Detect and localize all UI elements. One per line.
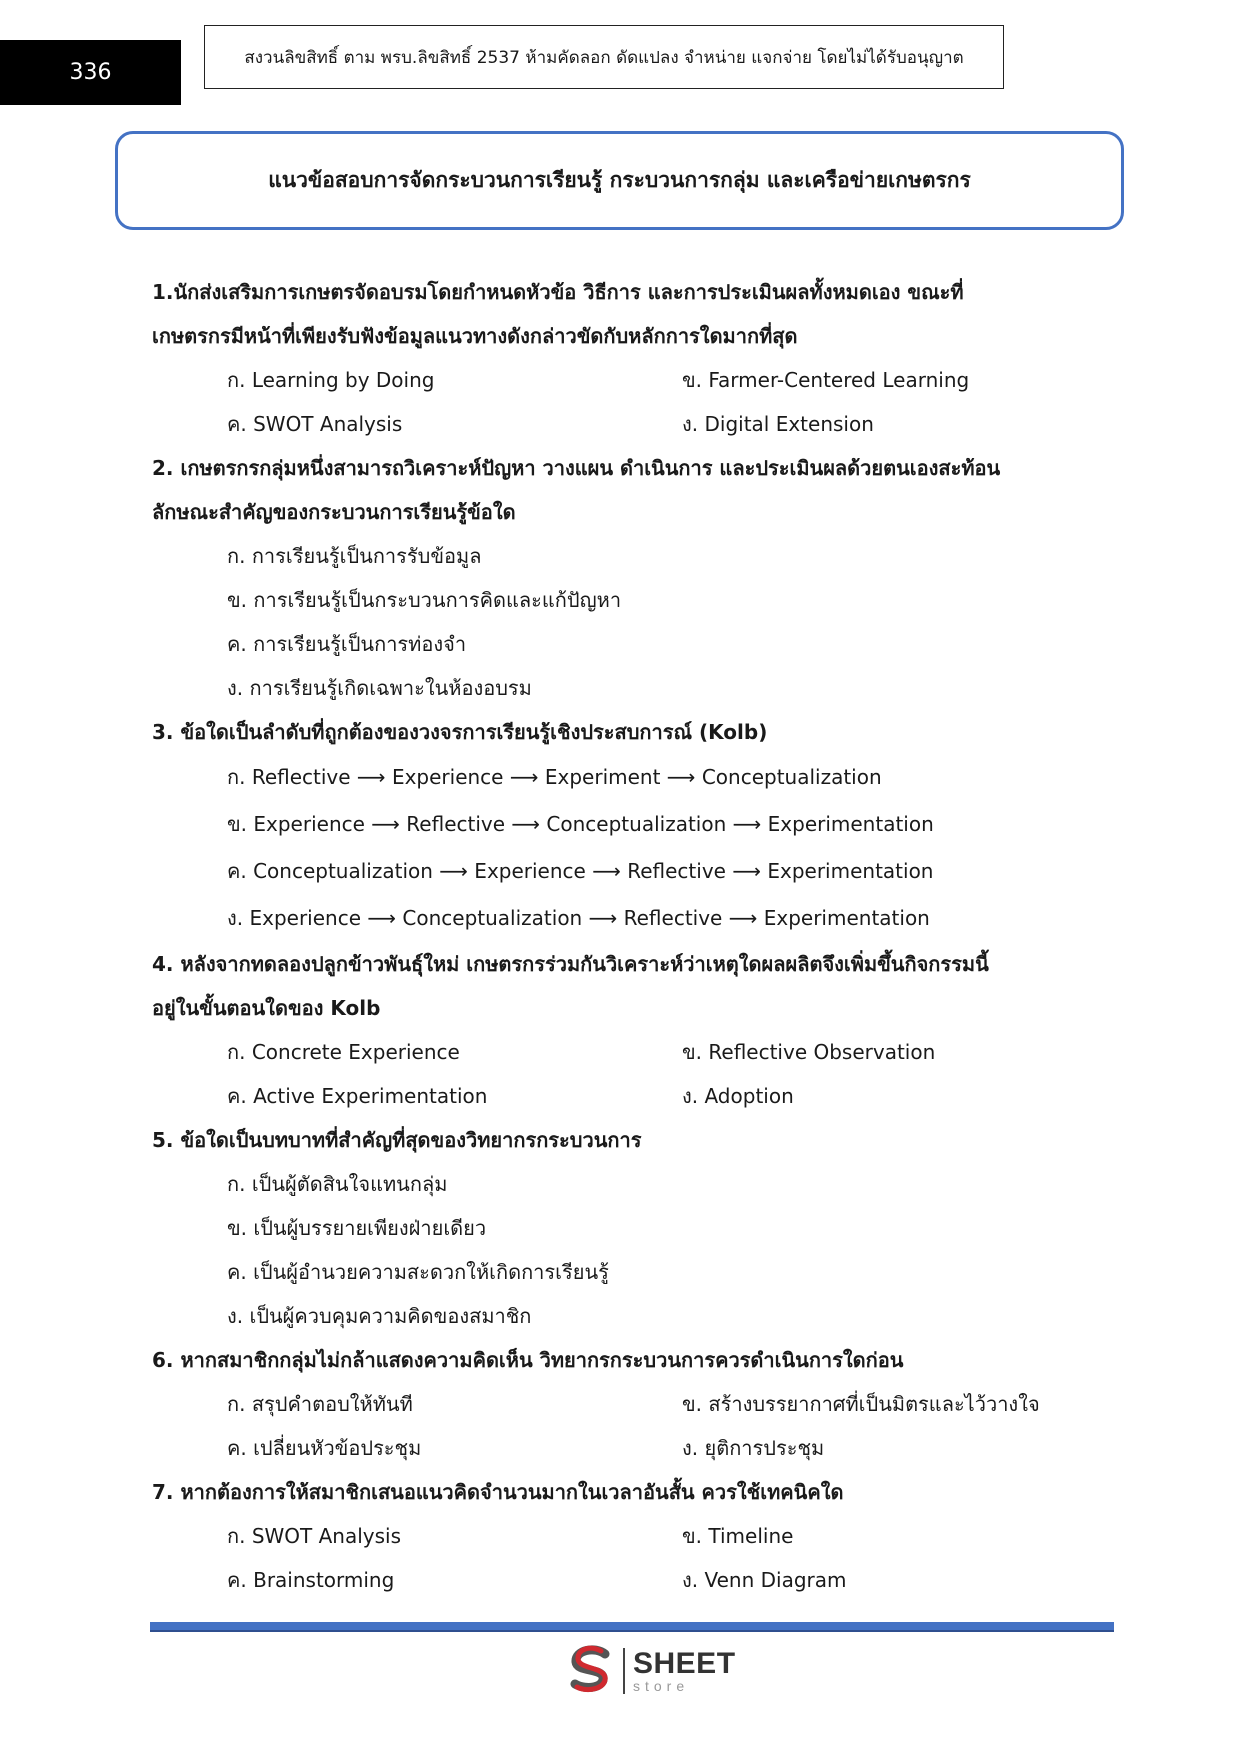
option-item: ก. Learning by Doing [227, 368, 435, 392]
logo-divider [623, 1648, 625, 1694]
option-item: ก. Reflective ⟶ Experience ⟶ Experiment ⟶ Conceptualization [227, 765, 882, 789]
option-item: ง. Experience ⟶ Conceptualization ⟶ Reflective ⟶ Experimentation [227, 906, 930, 930]
option-item: ข. Timeline [682, 1524, 794, 1548]
question-text: 6. หากสมาชิกกลุ่มไม่กล้าแสดงความคิดเห็น วิทยากรกระบวนการควรดำเนินการใดก่อน [152, 1348, 904, 1372]
option-item: ค. Conceptualization ⟶ Experience ⟶ Reflective ⟶ Experimentation [227, 859, 934, 883]
option-item: ก. SWOT Analysis [227, 1524, 402, 1548]
option-list [152, 1162, 1092, 1338]
logo-subtext: store [633, 1678, 690, 1694]
question-7 [152, 1470, 1092, 1602]
logo-wordmark: SHEET [633, 1647, 736, 1680]
question-text: 7. หากต้องการให้สมาชิกเสนอแนวคิดจำนวนมากในเวลาอันสั้น ควรใช้เทคนิคใด [152, 1480, 844, 1504]
option-item: ง. Venn Diagram [682, 1568, 847, 1592]
question-text: เกษตรกรมีหน้าที่เพียงรับฟังข้อมูลแนวทางดังกล่าวขัดกับหลักการใดมากที่สุด [152, 324, 798, 348]
section-title: แนวข้อสอบการจัดกระบวนการเรียนรู้ กระบวนการกลุ่ม และเครือข่ายเกษตรกร [268, 168, 971, 192]
option-item: ข. เป็นผู้บรรยายเพียงฝ่ายเดียว [227, 1216, 487, 1240]
option-list [152, 1514, 1092, 1602]
question-text: 2. เกษตรกรกลุ่มหนึ่งสามารถวิเคราะห์ปัญหา วางแผน ดำเนินการ และประเมินผลด้วยตนเองสะท้อน [152, 456, 1001, 480]
option-item: ค. SWOT Analysis [227, 412, 403, 436]
footer-divider [150, 1622, 1114, 1632]
option-item: ง. Adoption [682, 1084, 794, 1108]
question-1 [152, 270, 1092, 446]
option-item: ง. การเรียนรู้เกิดเฉพาะในห้องอบรม [227, 676, 532, 700]
question-text: 1.นักส่งเสริมการเกษตรจัดอบรมโดยกำหนดหัวข้อ วิธีการ และการประเมินผลทั้งหมดเอง ขณะที่ [152, 280, 964, 304]
question-3 [152, 710, 1092, 942]
option-item: ข. Experience ⟶ Reflective ⟶ Conceptualization ⟶ Experimentation [227, 812, 934, 836]
option-list [152, 1382, 1092, 1470]
option-item: ค. Active Experimentation [227, 1084, 488, 1108]
question-list [152, 270, 1092, 1602]
option-list [152, 1030, 1092, 1118]
option-item: ค. เป็นผู้อำนวยความสะดวกให้เกิดการเรียนรู้ [227, 1260, 609, 1284]
option-item: ง. Digital Extension [682, 412, 874, 436]
option-item: ก. สรุปคำตอบให้ทันที [227, 1392, 413, 1416]
option-item: ง. เป็นผู้ควบคุมความคิดของสมาชิก [227, 1304, 532, 1328]
option-item: ค. Brainstorming [227, 1568, 395, 1592]
page-number: 336 [69, 60, 112, 85]
option-item: ข. Reflective Observation [682, 1040, 936, 1064]
option-list [152, 534, 1092, 710]
logo-text [633, 1649, 736, 1693]
option-item: ก. เป็นผู้ตัดสินใจแทนกลุ่ม [227, 1172, 448, 1196]
option-item: ง. ยุติการประชุม [682, 1436, 825, 1460]
question-text: 5. ข้อใดเป็นบทบาทที่สำคัญที่สุดของวิทยากรกระบวนการ [152, 1128, 642, 1152]
question-text: 4. หลังจากทดลองปลูกข้าวพันธุ์ใหม่ เกษตรกรร่วมกันวิเคราะห์ว่าเหตุใดผลผลิตจึงเพิ่มขึ้นกิจกรรมนี้ [152, 952, 989, 976]
sheet-store-logo-icon [565, 1645, 617, 1697]
option-item: ข. Farmer-Centered Learning [682, 368, 970, 392]
question-text: อยู่ในขั้นตอนใดของ Kolb [152, 996, 381, 1020]
question-2 [152, 446, 1092, 710]
option-item: ค. เปลี่ยนหัวข้อประชุม [227, 1436, 422, 1460]
question-6 [152, 1338, 1092, 1470]
section-title-box [115, 131, 1124, 230]
option-list [152, 358, 1092, 446]
option-item: ข. การเรียนรู้เป็นกระบวนการคิดและแก้ปัญหา [227, 588, 622, 612]
copyright-text: สงวนลิขสิทธิ์ ตาม พรบ.ลิขสิทธิ์ 2537 ห้ามคัดลอก ดัดแปลง จำหน่าย แจกจ่าย โดยไม่ได้รับอนุญาต [244, 47, 964, 68]
option-item: ก. การเรียนรู้เป็นการรับข้อมูล [227, 544, 482, 568]
option-item: ก. Concrete Experience [227, 1040, 460, 1064]
page-number-box [0, 40, 181, 105]
option-item: ค. การเรียนรู้เป็นการท่องจำ [227, 632, 467, 656]
option-list [152, 754, 1092, 942]
question-4 [152, 942, 1092, 1118]
option-item: ข. สร้างบรรยากาศที่เป็นมิตรและไว้วางใจ [682, 1392, 1040, 1416]
question-text: 3. ข้อใดเป็นลำดับที่ถูกต้องของวงจรการเรียนรู้เชิงประสบการณ์ (Kolb) [152, 720, 768, 744]
sheet-store-logo [565, 1643, 736, 1699]
question-text: ลักษณะสำคัญของกระบวนการเรียนรู้ข้อใด [152, 500, 516, 524]
question-5 [152, 1118, 1092, 1338]
copyright-notice [204, 25, 1004, 89]
